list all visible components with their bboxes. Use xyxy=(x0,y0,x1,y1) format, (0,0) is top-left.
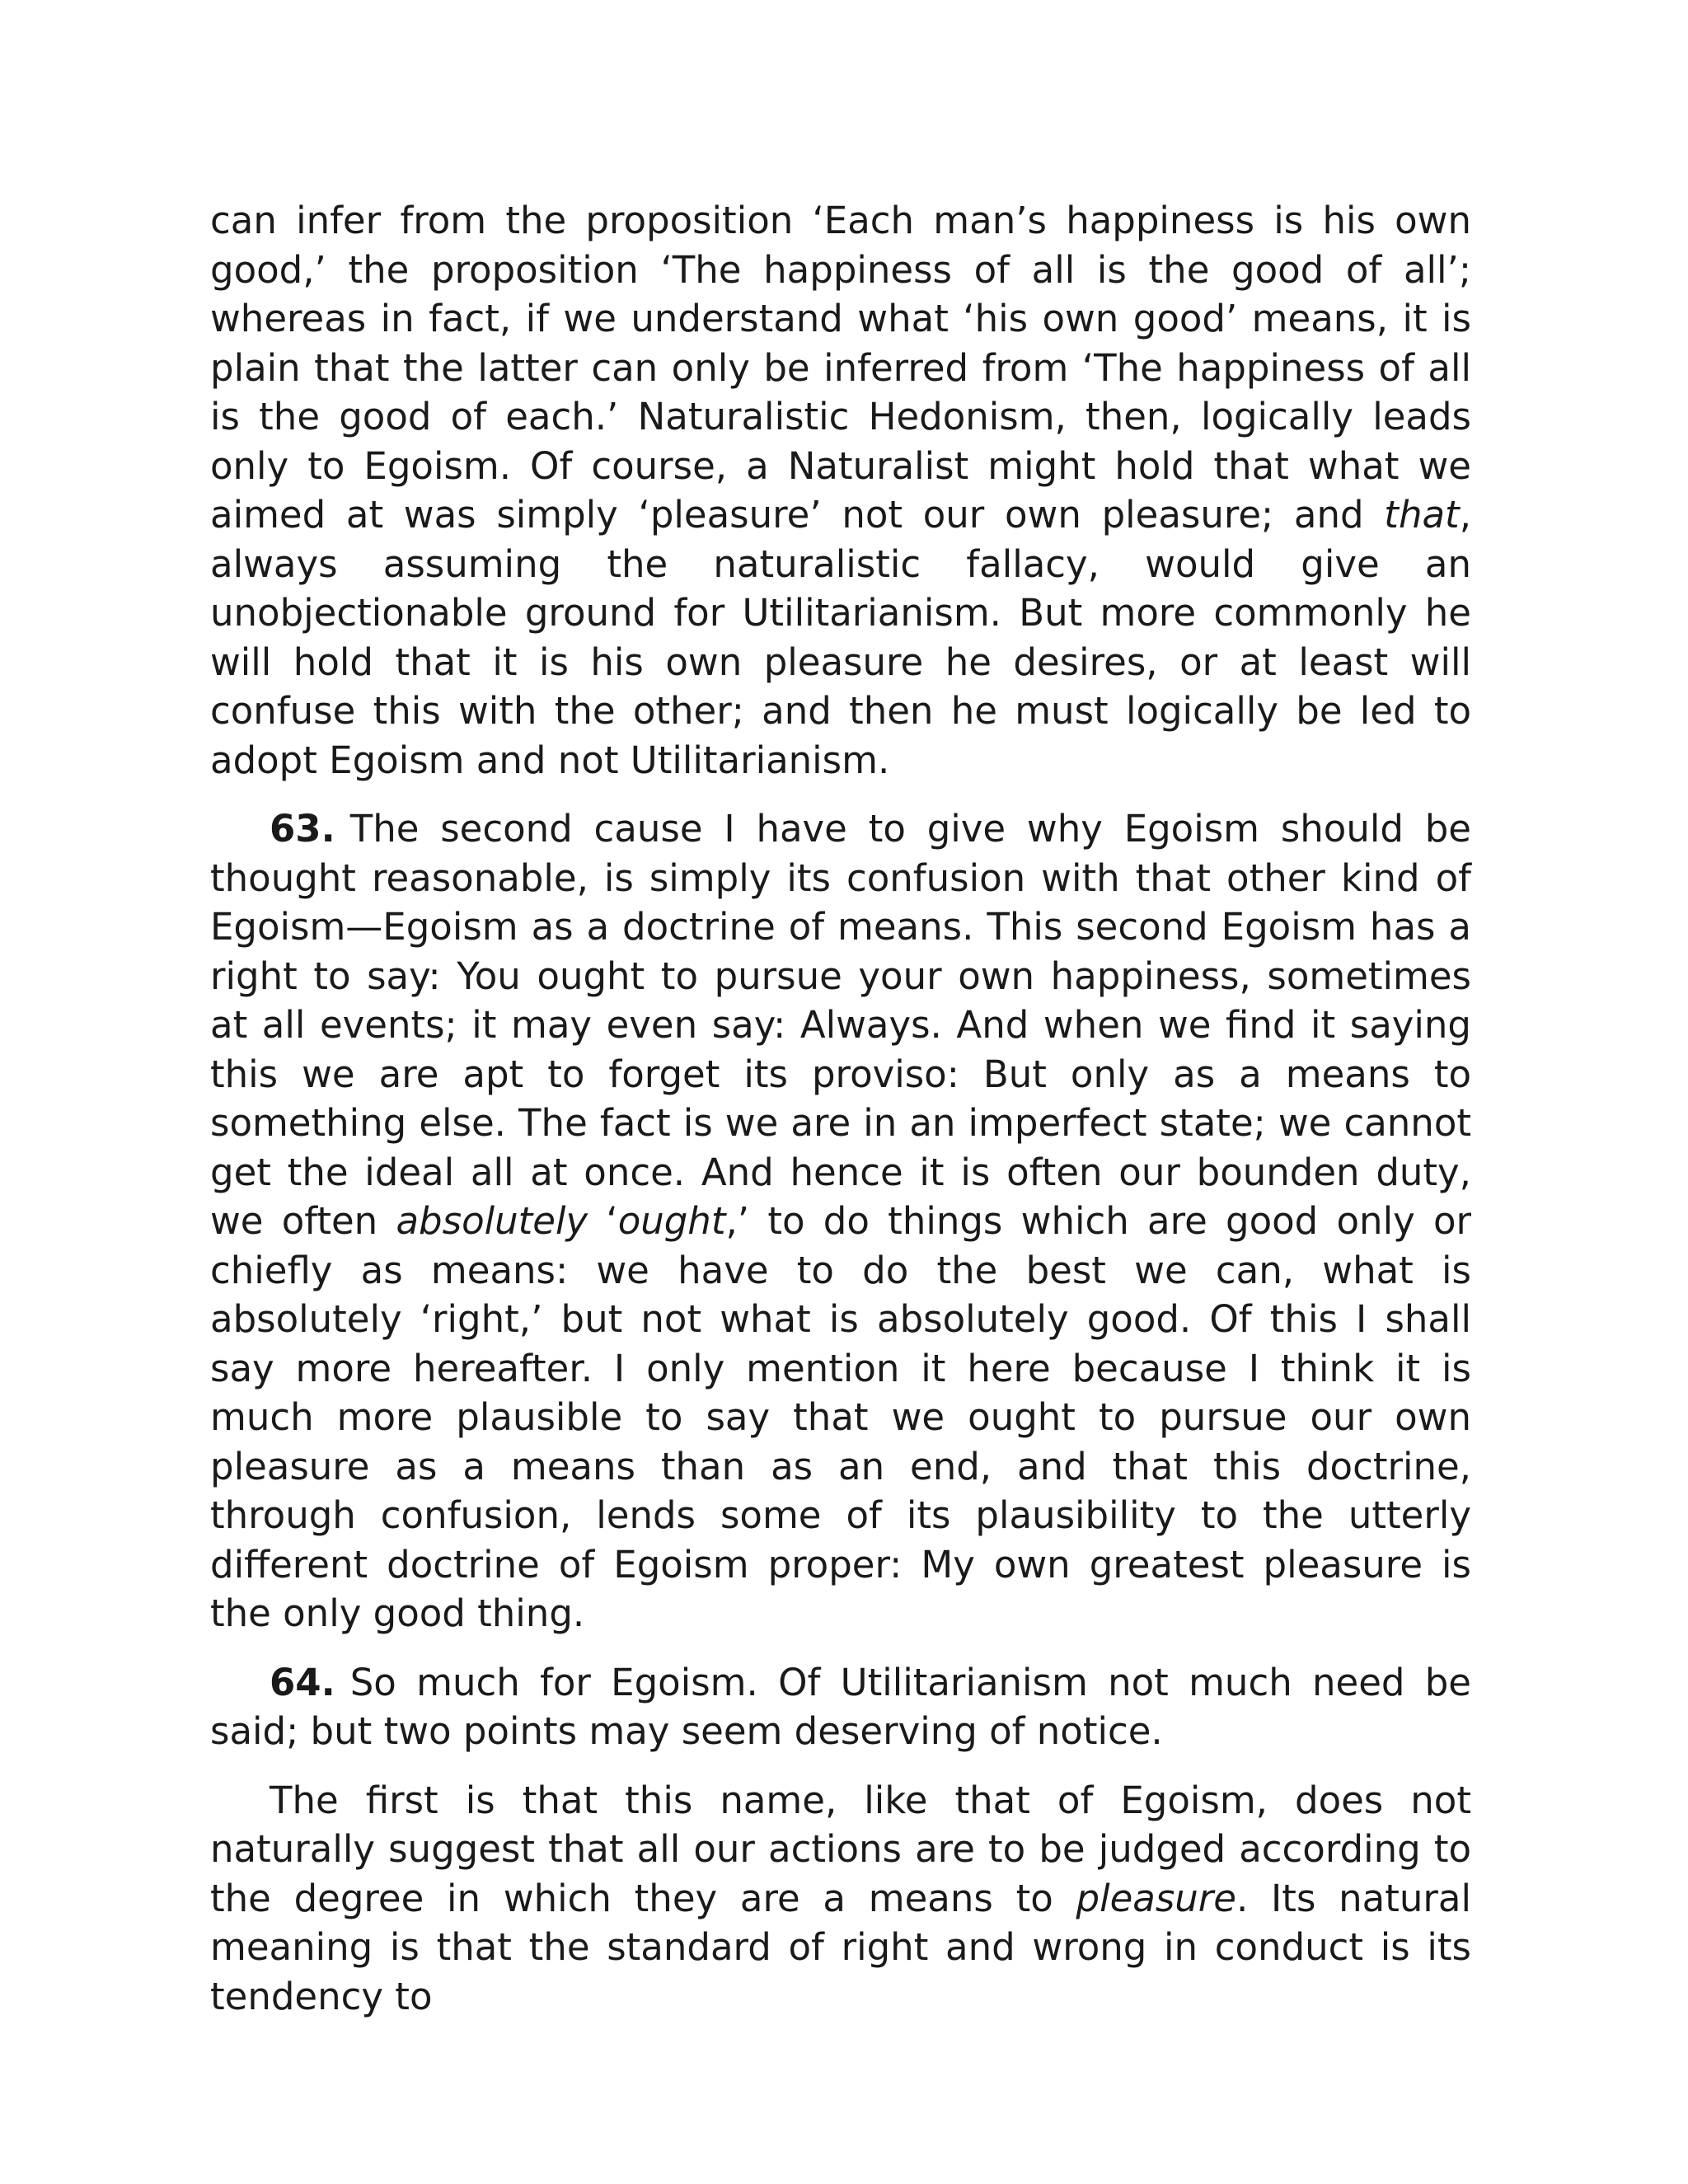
section-64-paragraph xyxy=(210,1658,1471,1756)
text-run-italic: ought xyxy=(617,1199,726,1243)
text-run: , always assuming the naturalistic fallacy, would give an unobjectionable ground for Utilitarianism. But more commonly he will hold that it is his own pleasure he desires, or at least will confuse this with the other; and then he must logically be led to adopt Egoism and not Utilitarianism. xyxy=(210,493,1471,782)
text-run: ‘ xyxy=(588,1199,618,1243)
text-run-italic: absolutely xyxy=(396,1199,588,1243)
text-run: The second cause I have to give why Egoism should be thought reasonable, is simply its confusion with that other kind of Egoism—Egoism as a doctrine of means. This second Egoism has a right to say: You ought to pursue your own happiness, sometimes at all events; it may even say: Always. And when we find it saying this we are apt to forget its proviso: But only as a means to something else. The fact is we are in an imperfect state; we cannot get the ideal all at once. And hence it is often our bounden duty, we often xyxy=(210,807,1471,1243)
section-number: 64. xyxy=(270,1660,335,1704)
text-run-italic: that xyxy=(1384,493,1460,537)
paragraph-first-point xyxy=(210,1776,1471,2022)
text-run: So much for Egoism. Of Utilitarianism not much need be said; but two points may seem deserving of notice. xyxy=(210,1660,1471,1753)
section-63-paragraph xyxy=(210,804,1471,1638)
section-number: 63. xyxy=(270,807,335,851)
text-run: can infer from the proposition ‘Each man’s happiness is his own good,’ the proposition ‘The happiness of all is the good of all’; whereas in fact, if we understand what ‘his own good’ means, it is plain that the latter can only be inferred from ‘The happiness of all is the good of each.’ Naturalistic Hedonism, then, logically leads only to Egoism. Of course, a Naturalist might hold that what we aimed at was simply ‘pleasure’ not our own pleasure; and xyxy=(210,199,1471,537)
text-run: . Its natural meaning is that the standard of right and wrong in conduct is its tendency to xyxy=(210,1876,1471,2018)
paragraph-continuation xyxy=(210,196,1471,785)
text-run-italic: pleasure xyxy=(1076,1876,1236,1920)
page-body xyxy=(210,196,1471,2041)
text-run: ,’ to do things which are good only or chiefly as means: we have to do the best we can, what is absolutely ‘right,’ but not what is absolutely good. Of this I shall say more hereafter. I only mention it here because I think it is much more plausible to say that we ought to pursue our own pleasure as a means than as an end, and that this doctrine, through confusion, lends some of its plausibility to the utterly different doctrine of Egoism proper: My own greatest pleasure is the only good thing. xyxy=(210,1199,1472,1635)
text-run: The first is that this name, like that of Egoism, does not naturally suggest that all our actions are to be judged according to the degree in which they are a means to xyxy=(210,1778,1471,1920)
